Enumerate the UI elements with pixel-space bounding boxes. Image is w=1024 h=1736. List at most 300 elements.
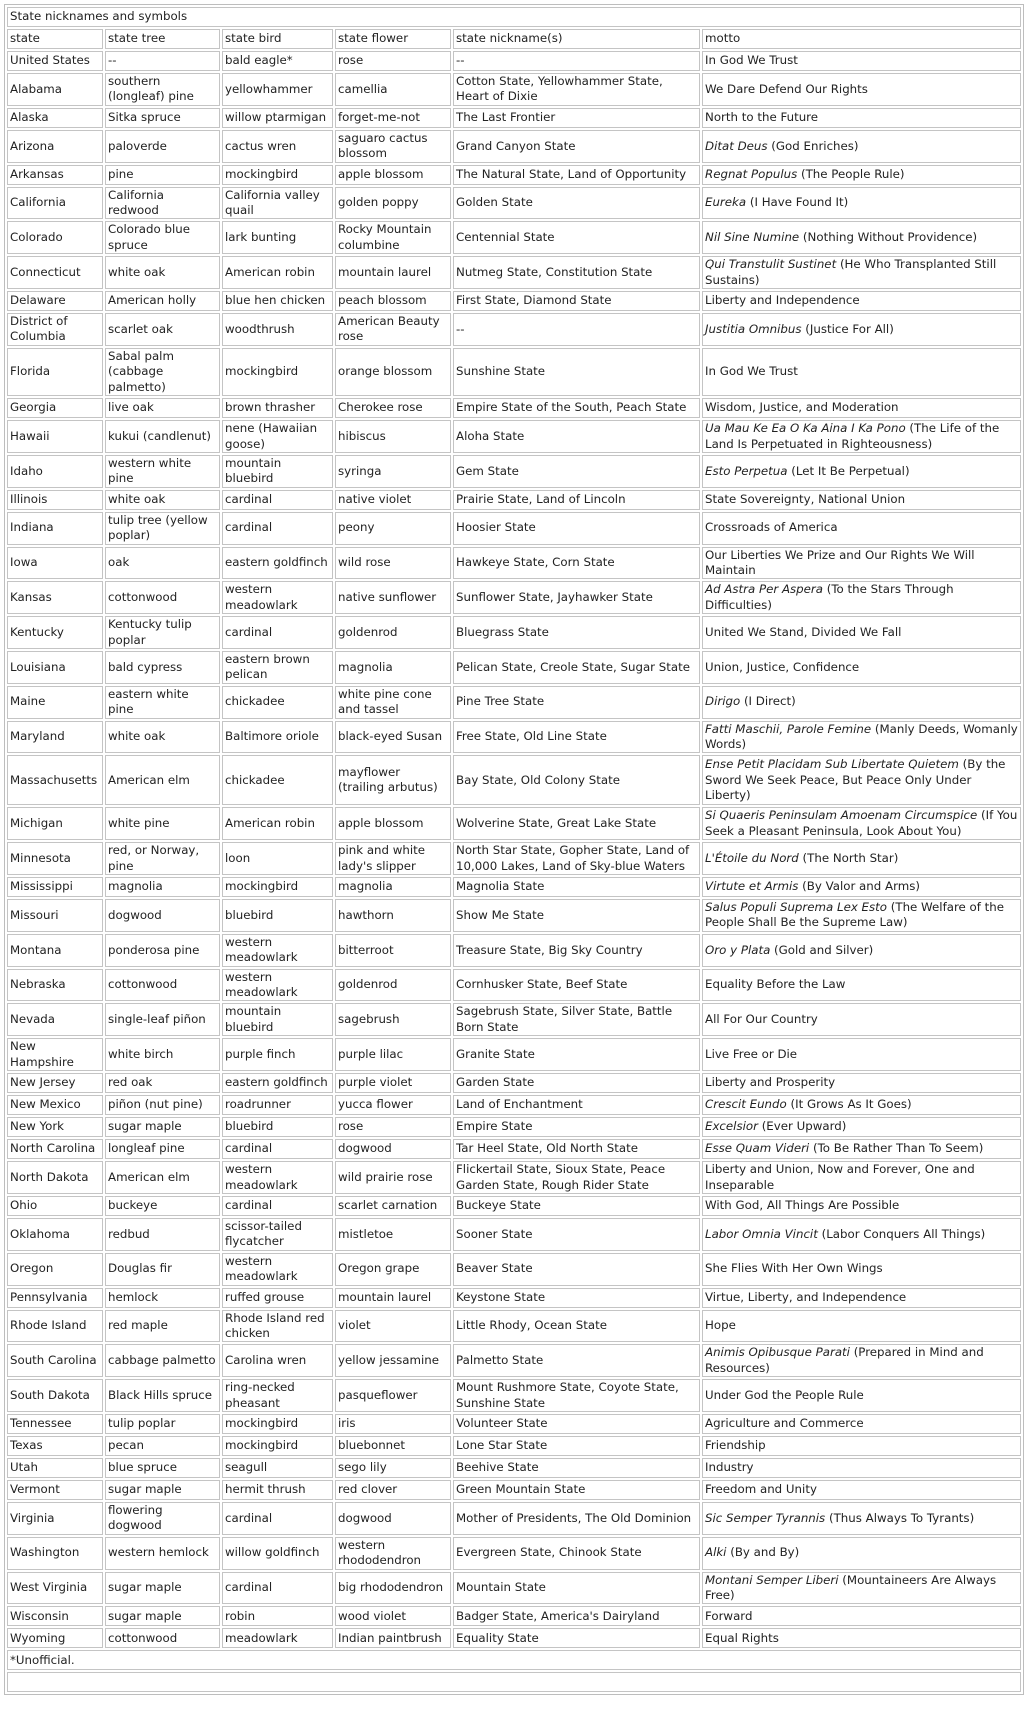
nickname-cell: Buckeye State bbox=[453, 1196, 700, 1216]
table-row bbox=[7, 969, 1021, 1002]
motto-cell bbox=[702, 512, 1021, 545]
table-row bbox=[7, 547, 1021, 580]
motto-text: Forward bbox=[705, 1608, 753, 1623]
tree-cell: pecan bbox=[105, 1436, 220, 1456]
motto-latin: Labor Omnia Vincit bbox=[705, 1226, 818, 1241]
nickname-cell: Lone Star State bbox=[453, 1436, 700, 1456]
motto-latin: Si Quaeris Peninsulam Amoenam Circumspice bbox=[705, 808, 978, 823]
tree-cell: Sitka spruce bbox=[105, 108, 220, 128]
state-cell: Pennsylvania bbox=[7, 1288, 103, 1308]
tree-cell: tulip poplar bbox=[105, 1414, 220, 1434]
motto-text: State Sovereignty, National Union bbox=[705, 492, 906, 507]
motto-text: Liberty and Union, Now and Forever, One and Inseparable bbox=[705, 1162, 975, 1192]
table-row bbox=[7, 842, 1021, 875]
table-row bbox=[7, 1196, 1021, 1216]
bird-cell: woodthrush bbox=[222, 313, 333, 346]
nickname-cell: Pelican State, Creole State, Sugar State bbox=[453, 651, 700, 684]
motto-cell bbox=[702, 73, 1021, 106]
flower-cell: mountain laurel bbox=[335, 1288, 451, 1308]
motto-latin: Eureka bbox=[705, 195, 747, 210]
table-row bbox=[7, 398, 1021, 418]
tree-cell: -- bbox=[105, 51, 220, 71]
tree-cell: ponderosa pine bbox=[105, 934, 220, 967]
state-cell: Arizona bbox=[7, 130, 103, 163]
nickname-cell: Nutmeg State, Constitution State bbox=[453, 256, 700, 289]
header-nickname: state nickname(s) bbox=[453, 29, 700, 49]
footnote-row bbox=[7, 1650, 1021, 1670]
bird-cell: loon bbox=[222, 842, 333, 875]
motto-text: Virtue, Liberty, and Independence bbox=[705, 1289, 907, 1304]
motto-cell bbox=[702, 165, 1021, 185]
flower-cell: black-eyed Susan bbox=[335, 721, 451, 754]
motto-text: (Let It Be Perpetual) bbox=[787, 463, 910, 478]
state-cell: Nebraska bbox=[7, 969, 103, 1002]
header-motto: motto bbox=[702, 29, 1021, 49]
bird-cell: cardinal bbox=[222, 1572, 333, 1605]
motto-text: Crossroads of America bbox=[705, 520, 838, 535]
flower-cell: magnolia bbox=[335, 651, 451, 684]
bird-cell: mockingbird bbox=[222, 877, 333, 897]
motto-cell bbox=[702, 1606, 1021, 1626]
flower-cell: mayflower (trailing arbutus) bbox=[335, 755, 451, 805]
bird-cell: ring-necked pheasant bbox=[222, 1379, 333, 1412]
motto-latin: L'Étoile du Nord bbox=[705, 850, 799, 865]
motto-text: Equal Rights bbox=[705, 1630, 779, 1645]
tree-cell: cottonwood bbox=[105, 969, 220, 1002]
motto-text: Liberty and Independence bbox=[705, 293, 860, 308]
motto-latin: Esse Quam Videri bbox=[705, 1141, 810, 1156]
nickname-cell: -- bbox=[453, 313, 700, 346]
tree-cell: sugar maple bbox=[105, 1117, 220, 1137]
nickname-cell: North Star State, Gopher State, Land of 10,000 Lakes, Land of Sky-blue Waters bbox=[453, 842, 700, 875]
nickname-cell: Hoosier State bbox=[453, 512, 700, 545]
nickname-cell: Golden State bbox=[453, 187, 700, 220]
table-row bbox=[7, 108, 1021, 128]
table-row bbox=[7, 807, 1021, 840]
state-cell: New Jersey bbox=[7, 1073, 103, 1093]
header-flower: state flower bbox=[335, 29, 451, 49]
flower-cell: wild prairie rose bbox=[335, 1161, 451, 1194]
header-bird: state bird bbox=[222, 29, 333, 49]
state-cell: Ohio bbox=[7, 1196, 103, 1216]
table-row bbox=[7, 1038, 1021, 1071]
motto-text: (Thus Always To Tyrants) bbox=[825, 1510, 975, 1525]
motto-text: (To Be Rather Than To Seem) bbox=[809, 1141, 984, 1156]
motto-cell bbox=[702, 221, 1021, 254]
nickname-cell: Aloha State bbox=[453, 420, 700, 453]
table-row bbox=[7, 1458, 1021, 1478]
flower-cell: big rhododendron bbox=[335, 1572, 451, 1605]
bird-cell: nene (Hawaiian goose) bbox=[222, 420, 333, 453]
nickname-cell: Treasure State, Big Sky Country bbox=[453, 934, 700, 967]
tree-cell: Colorado blue spruce bbox=[105, 221, 220, 254]
tree-cell: tulip tree (yellow poplar) bbox=[105, 512, 220, 545]
motto-latin: Ua Mau Ke Ea O Ka Aina I Ka Pono bbox=[705, 421, 906, 436]
tree-cell: cottonwood bbox=[105, 581, 220, 614]
motto-text: (By Valor and Arms) bbox=[798, 879, 920, 894]
nickname-cell: Palmetto State bbox=[453, 1344, 700, 1377]
bird-cell: mockingbird bbox=[222, 348, 333, 396]
bird-cell: robin bbox=[222, 1606, 333, 1626]
nickname-cell: Grand Canyon State bbox=[453, 130, 700, 163]
flower-cell: dogwood bbox=[335, 1502, 451, 1535]
table-row bbox=[7, 221, 1021, 254]
motto-cell bbox=[702, 490, 1021, 510]
state-cell: Maryland bbox=[7, 721, 103, 754]
motto-text: Under God the People Rule bbox=[705, 1387, 864, 1402]
table-row bbox=[7, 1606, 1021, 1626]
motto-cell bbox=[702, 455, 1021, 488]
motto-cell bbox=[702, 842, 1021, 875]
tree-cell: white oak bbox=[105, 256, 220, 289]
motto-cell bbox=[702, 1436, 1021, 1456]
table-row bbox=[7, 755, 1021, 805]
motto-text: (Mountaineers Are Always Free) bbox=[705, 1572, 997, 1602]
tree-cell: red maple bbox=[105, 1310, 220, 1343]
nickname-cell: Wolverine State, Great Lake State bbox=[453, 807, 700, 840]
table-row bbox=[7, 256, 1021, 289]
flower-cell: white pine cone and tassel bbox=[335, 686, 451, 719]
bird-cell: California valley quail bbox=[222, 187, 333, 220]
state-cell: Colorado bbox=[7, 221, 103, 254]
motto-cell bbox=[702, 547, 1021, 580]
table-row bbox=[7, 686, 1021, 719]
motto-cell bbox=[702, 291, 1021, 311]
table-row bbox=[7, 1117, 1021, 1137]
flower-cell: goldenrod bbox=[335, 616, 451, 649]
motto-text: (The North Star) bbox=[798, 850, 899, 865]
table-row bbox=[7, 130, 1021, 163]
tree-cell: paloverde bbox=[105, 130, 220, 163]
bird-cell: cardinal bbox=[222, 1139, 333, 1159]
tree-cell: white oak bbox=[105, 490, 220, 510]
state-cell: Nevada bbox=[7, 1003, 103, 1036]
motto-text: Industry bbox=[705, 1460, 754, 1475]
motto-text: All For Our Country bbox=[705, 1012, 818, 1027]
motto-text: Wisdom, Justice, and Moderation bbox=[705, 400, 899, 415]
flower-cell: mountain laurel bbox=[335, 256, 451, 289]
motto-latin: Virtute et Armis bbox=[705, 879, 799, 894]
motto-text: North to the Future bbox=[705, 110, 819, 125]
nickname-cell: Centennial State bbox=[453, 221, 700, 254]
nickname-cell: Mount Rushmore State, Coyote State, Sunshine State bbox=[453, 1379, 700, 1412]
nickname-cell: Beaver State bbox=[453, 1253, 700, 1286]
motto-text: (Labor Conquers All Things) bbox=[817, 1226, 986, 1241]
bird-cell: mockingbird bbox=[222, 1436, 333, 1456]
motto-text: In God We Trust bbox=[705, 364, 798, 379]
table-row bbox=[7, 1628, 1021, 1648]
table-row bbox=[7, 1414, 1021, 1434]
motto-text: (The Welfare of the People Shall Be the Supreme Law) bbox=[705, 900, 1005, 930]
motto-cell bbox=[702, 686, 1021, 719]
tree-cell: longleaf pine bbox=[105, 1139, 220, 1159]
motto-text: Freedom and Unity bbox=[705, 1482, 817, 1497]
table-row bbox=[7, 1095, 1021, 1115]
flower-cell: Indian paintbrush bbox=[335, 1628, 451, 1648]
bird-cell: American robin bbox=[222, 807, 333, 840]
flower-cell: sagebrush bbox=[335, 1003, 451, 1036]
state-cell: Utah bbox=[7, 1458, 103, 1478]
tree-cell: white pine bbox=[105, 807, 220, 840]
state-cell: Texas bbox=[7, 1436, 103, 1456]
nickname-cell: Empire State bbox=[453, 1117, 700, 1137]
motto-latin: Sic Semper Tyrannis bbox=[705, 1510, 826, 1525]
tree-cell: kukui (candlenut) bbox=[105, 420, 220, 453]
motto-cell bbox=[702, 1196, 1021, 1216]
table-row bbox=[7, 490, 1021, 510]
motto-text: (Ever Upward) bbox=[757, 1119, 847, 1134]
bird-cell: mountain bluebird bbox=[222, 455, 333, 488]
flower-cell: Cherokee rose bbox=[335, 398, 451, 418]
table-row bbox=[7, 1073, 1021, 1093]
nickname-cell: Gem State bbox=[453, 455, 700, 488]
nickname-cell: Mountain State bbox=[453, 1572, 700, 1605]
motto-cell bbox=[702, 313, 1021, 346]
state-cell: Florida bbox=[7, 348, 103, 396]
state-cell: Arkansas bbox=[7, 165, 103, 185]
table-row bbox=[7, 165, 1021, 185]
empty-cell bbox=[7, 1672, 1021, 1692]
motto-latin: Fatti Maschii, Parole Femine bbox=[705, 721, 872, 736]
table-row bbox=[7, 420, 1021, 453]
nickname-cell: Granite State bbox=[453, 1038, 700, 1071]
motto-text: We Dare Defend Our Rights bbox=[705, 81, 868, 96]
flower-cell: pink and white lady's slipper bbox=[335, 842, 451, 875]
tree-cell: live oak bbox=[105, 398, 220, 418]
flower-cell: hibiscus bbox=[335, 420, 451, 453]
flower-cell: dogwood bbox=[335, 1139, 451, 1159]
bird-cell: western meadowlark bbox=[222, 969, 333, 1002]
flower-cell: rose bbox=[335, 51, 451, 71]
table-row bbox=[7, 1253, 1021, 1286]
motto-cell bbox=[702, 1344, 1021, 1377]
nickname-cell: Pine Tree State bbox=[453, 686, 700, 719]
motto-latin: Salus Populi Suprema Lex Esto bbox=[705, 900, 888, 915]
tree-cell: redbud bbox=[105, 1218, 220, 1251]
motto-text: Equality Before the Law bbox=[705, 977, 846, 992]
nickname-cell: Little Rhody, Ocean State bbox=[453, 1310, 700, 1343]
flower-cell: iris bbox=[335, 1414, 451, 1434]
bird-cell: chickadee bbox=[222, 686, 333, 719]
state-cell: North Dakota bbox=[7, 1161, 103, 1194]
flower-cell: peony bbox=[335, 512, 451, 545]
flower-cell: Rocky Mountain columbine bbox=[335, 221, 451, 254]
motto-cell bbox=[702, 755, 1021, 805]
motto-cell bbox=[702, 969, 1021, 1002]
state-cell: Kentucky bbox=[7, 616, 103, 649]
table-row bbox=[7, 1572, 1021, 1605]
motto-cell bbox=[702, 899, 1021, 932]
table-row bbox=[7, 616, 1021, 649]
motto-text: (Manly Deeds, Womanly Words) bbox=[705, 721, 1018, 751]
motto-latin: Regnat Populus bbox=[705, 166, 798, 181]
motto-cell bbox=[702, 616, 1021, 649]
state-cell: Delaware bbox=[7, 291, 103, 311]
motto-cell bbox=[702, 1117, 1021, 1137]
motto-cell bbox=[702, 1414, 1021, 1434]
nickname-cell: Sunflower State, Jayhawker State bbox=[453, 581, 700, 614]
tree-cell: California redwood bbox=[105, 187, 220, 220]
flower-cell: syringa bbox=[335, 455, 451, 488]
state-cell: Tennessee bbox=[7, 1414, 103, 1434]
motto-text: (Prepared in Mind and Resources) bbox=[705, 1345, 984, 1375]
flower-cell: golden poppy bbox=[335, 187, 451, 220]
nickname-cell: Sooner State bbox=[453, 1218, 700, 1251]
header-row bbox=[7, 29, 1021, 49]
state-cell: Missouri bbox=[7, 899, 103, 932]
bird-cell: seagull bbox=[222, 1458, 333, 1478]
tree-cell: pine bbox=[105, 165, 220, 185]
nickname-cell: Bluegrass State bbox=[453, 616, 700, 649]
flower-cell: camellia bbox=[335, 73, 451, 106]
nickname-cell: Volunteer State bbox=[453, 1414, 700, 1434]
table-row bbox=[7, 721, 1021, 754]
tree-cell: sugar maple bbox=[105, 1606, 220, 1626]
motto-text: (Gold and Silver) bbox=[770, 942, 874, 957]
motto-latin: Animis Opibusque Parati bbox=[705, 1345, 850, 1360]
tree-cell: piñon (nut pine) bbox=[105, 1095, 220, 1115]
flower-cell: forget-me-not bbox=[335, 108, 451, 128]
nickname-cell: Tar Heel State, Old North State bbox=[453, 1139, 700, 1159]
state-cell: Alabama bbox=[7, 73, 103, 106]
motto-cell bbox=[702, 130, 1021, 163]
state-cell: North Carolina bbox=[7, 1139, 103, 1159]
bird-cell: meadowlark bbox=[222, 1628, 333, 1648]
page bbox=[4, 4, 1018, 1695]
state-cell: California bbox=[7, 187, 103, 220]
nickname-cell: Beehive State bbox=[453, 1458, 700, 1478]
tree-cell: eastern white pine bbox=[105, 686, 220, 719]
tree-cell: Sabal palm (cabbage palmetto) bbox=[105, 348, 220, 396]
tree-cell: cottonwood bbox=[105, 1628, 220, 1648]
tree-cell: southern (longleaf) pine bbox=[105, 73, 220, 106]
motto-cell bbox=[702, 108, 1021, 128]
motto-latin: Justitia Omnibus bbox=[705, 321, 802, 336]
motto-cell bbox=[702, 1480, 1021, 1500]
flower-cell: wood violet bbox=[335, 1606, 451, 1626]
table-row bbox=[7, 187, 1021, 220]
motto-cell bbox=[702, 420, 1021, 453]
state-cell: Oregon bbox=[7, 1253, 103, 1286]
motto-latin: Ditat Deus bbox=[705, 138, 768, 153]
bird-cell: eastern goldfinch bbox=[222, 1073, 333, 1093]
tree-cell: American elm bbox=[105, 755, 220, 805]
motto-cell bbox=[702, 1038, 1021, 1071]
motto-cell bbox=[702, 1310, 1021, 1343]
tree-cell: scarlet oak bbox=[105, 313, 220, 346]
flower-cell: rose bbox=[335, 1117, 451, 1137]
motto-text: Liberty and Prosperity bbox=[705, 1075, 836, 1090]
state-cell: Montana bbox=[7, 934, 103, 967]
motto-cell bbox=[702, 1161, 1021, 1194]
motto-cell bbox=[702, 877, 1021, 897]
motto-cell bbox=[702, 721, 1021, 754]
bird-cell: roadrunner bbox=[222, 1095, 333, 1115]
state-cell: Kansas bbox=[7, 581, 103, 614]
state-cell: New Mexico bbox=[7, 1095, 103, 1115]
table-row bbox=[7, 1288, 1021, 1308]
table-row bbox=[7, 291, 1021, 311]
bird-cell: mountain bluebird bbox=[222, 1003, 333, 1036]
nickname-cell: Flickertail State, Sioux State, Peace Garden State, Rough Rider State bbox=[453, 1161, 700, 1194]
table-row bbox=[7, 1502, 1021, 1535]
motto-cell bbox=[702, 51, 1021, 71]
motto-cell bbox=[702, 256, 1021, 289]
state-cell: Iowa bbox=[7, 547, 103, 580]
motto-text: (By the Sword We Seek Peace, But Peace Only Under Liberty) bbox=[705, 757, 1006, 803]
tree-cell: oak bbox=[105, 547, 220, 580]
motto-text: (If You Seek a Pleasant Peninsula, Look About You) bbox=[705, 808, 1018, 838]
motto-text: Friendship bbox=[705, 1438, 766, 1453]
tree-cell: dogwood bbox=[105, 899, 220, 932]
motto-text: (He Who Transplanted Still Sustains) bbox=[705, 257, 997, 287]
motto-latin: Crescit Eundo bbox=[705, 1097, 787, 1112]
motto-cell bbox=[702, 1139, 1021, 1159]
tree-cell: bald cypress bbox=[105, 651, 220, 684]
table-row bbox=[7, 651, 1021, 684]
tree-cell: sugar maple bbox=[105, 1572, 220, 1605]
flower-cell: violet bbox=[335, 1310, 451, 1343]
nickname-cell: Garden State bbox=[453, 1073, 700, 1093]
table-row bbox=[7, 455, 1021, 488]
bird-cell: chickadee bbox=[222, 755, 333, 805]
tree-cell: single-leaf piñon bbox=[105, 1003, 220, 1036]
state-symbols-table bbox=[4, 4, 1024, 1695]
state-cell: Oklahoma bbox=[7, 1218, 103, 1251]
motto-text: (By and By) bbox=[726, 1545, 800, 1560]
motto-text: (It Grows As It Goes) bbox=[786, 1097, 912, 1112]
state-cell: Idaho bbox=[7, 455, 103, 488]
motto-text: With God, All Things Are Possible bbox=[705, 1198, 900, 1213]
bird-cell: western meadowlark bbox=[222, 1161, 333, 1194]
motto-text: (I Have Found It) bbox=[746, 195, 849, 210]
nickname-cell: Free State, Old Line State bbox=[453, 721, 700, 754]
motto-cell bbox=[702, 581, 1021, 614]
bird-cell: ruffed grouse bbox=[222, 1288, 333, 1308]
state-cell: South Carolina bbox=[7, 1344, 103, 1377]
bird-cell: brown thrasher bbox=[222, 398, 333, 418]
nickname-cell: Cornhusker State, Beef State bbox=[453, 969, 700, 1002]
table-row bbox=[7, 1139, 1021, 1159]
nickname-cell: Bay State, Old Colony State bbox=[453, 755, 700, 805]
table-row bbox=[7, 934, 1021, 967]
nickname-cell: Land of Enchantment bbox=[453, 1095, 700, 1115]
flower-cell: goldenrod bbox=[335, 969, 451, 1002]
flower-cell: native violet bbox=[335, 490, 451, 510]
nickname-cell: Equality State bbox=[453, 1628, 700, 1648]
bird-cell: bald eagle* bbox=[222, 51, 333, 71]
nickname-cell: Keystone State bbox=[453, 1288, 700, 1308]
motto-cell bbox=[702, 1003, 1021, 1036]
flower-cell: apple blossom bbox=[335, 165, 451, 185]
state-cell: United States bbox=[7, 51, 103, 71]
tree-cell: American holly bbox=[105, 291, 220, 311]
motto-text: (The Life of the Land Is Perpetuated in Righteousness) bbox=[705, 421, 1000, 451]
bird-cell: hermit thrush bbox=[222, 1480, 333, 1500]
state-cell: New York bbox=[7, 1117, 103, 1137]
flower-cell: peach blossom bbox=[335, 291, 451, 311]
bird-cell: Rhode Island red chicken bbox=[222, 1310, 333, 1343]
nickname-cell: Show Me State bbox=[453, 899, 700, 932]
table-row bbox=[7, 1003, 1021, 1036]
state-cell: Louisiana bbox=[7, 651, 103, 684]
bird-cell: Baltimore oriole bbox=[222, 721, 333, 754]
bird-cell: cardinal bbox=[222, 512, 333, 545]
state-cell: Indiana bbox=[7, 512, 103, 545]
tree-cell: American elm bbox=[105, 1161, 220, 1194]
motto-text: (The People Rule) bbox=[797, 166, 905, 181]
flower-cell: scarlet carnation bbox=[335, 1196, 451, 1216]
